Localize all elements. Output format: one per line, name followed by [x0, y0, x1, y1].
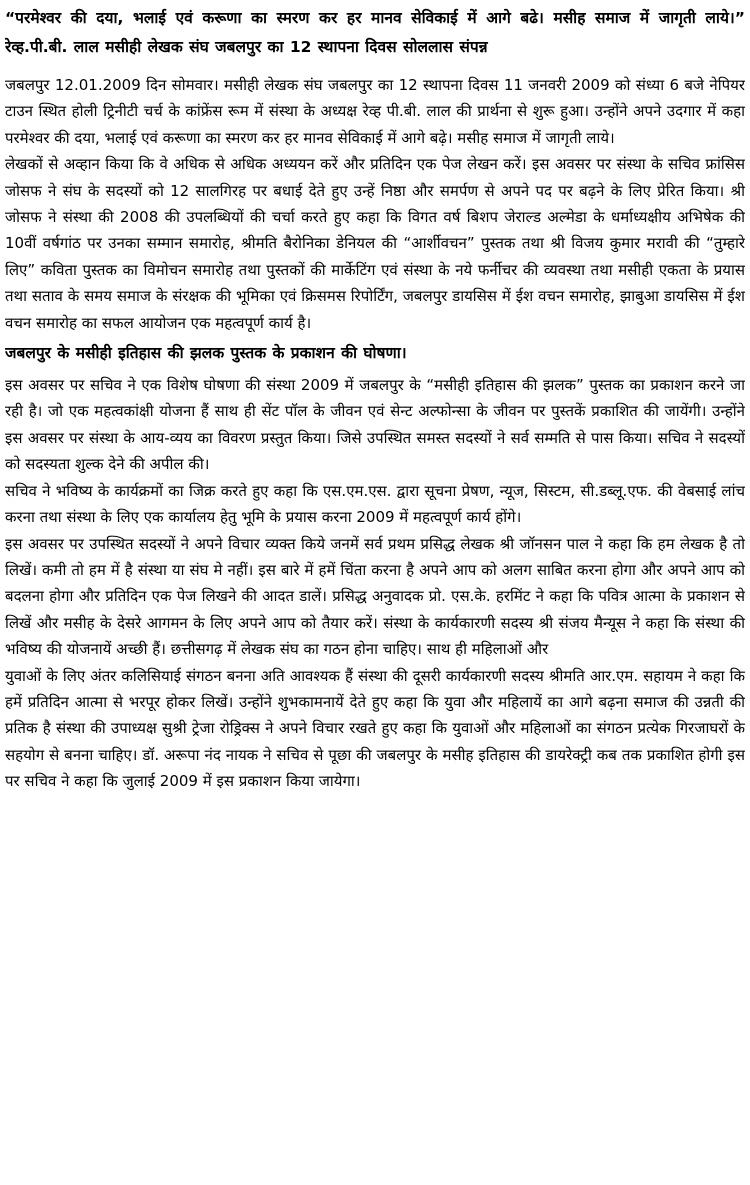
document-page — [5, 4, 745, 1182]
section-heading: जबलपुर के मसीही इतिहास की झलक पुस्तक के प्रकाशन की घोषणा। — [5, 344, 407, 363]
paragraph: इस अवसर पर सचिव ने एक विशेष घोषणा की संस्था 2009 में जबलपुर के “मसीही इतिहास की झलक” पुस्तक का प्रकाशन करने जा रही है। जो एक महत्वकांक्षी योजना हैं साथ ही सेंट पॉल के जीवन एवं सेन्ट अल्फोन्सा के जीवन पर पुस्तकें प्रकाशित की जायेंगी। उन्होंने इस अवसर पर संस्था के आय-व्यय का विवरण प्रस्तुत किया। जिसे उपस्थित समस्त सदस्यों ने सर्व सम्मति से पास किया। सचिव ने सदस्यों को सदस्यता शुल्क देने की अपील की। — [5, 376, 745, 474]
paragraph: युवाओं के लिए अंतर कलिसियाई संगठन बनना अति आवश्यक हैं संस्था की दूसरी कार्यकारणी सदस्य श्रीमति आर.एम. सहायम ने कहा कि हमें प्रतिदिन आत्मा से भरपूर होकर लिखें। उन्होंने शुभकामनायें देते हुए कहा कि युवा और महिलायें का आगे बढ़ना समाज की उन्नती की प्रतिक है संस्था की उपाध्यक्ष सुश्री ट्रेजा रोड्रिक्स ने अपने विचार रखते हुए कहा कि युवाओं और महिलाओं का संगठन प्रत्येक गिरजाघरों के सहयोग से बनना चाहिए। डॉ. अरूपा नंद नायक ने सचिव से पूछा की जबलपुर के मसीह इतिहास की डायरेक्ट्री कब तक प्रकाशित होगी इस पर सचिव ने कहा कि जुलाई 2009 में इस प्रकाशन किया जायेगा। — [5, 666, 745, 791]
paragraph: जबलपुर 12.01.2009 दिन सोमवार। मसीही लेखक संघ जबलपुर का 12 स्थापना दिवस 11 जनवरी 2009 को संध्या 6 बजे नेपियर टाउन स्थित होली ट्रिनीटी चर्च के कांफ्रेंस रूम में संस्था के अध्यक्ष रेव्ह पी.बी. लाल की प्रार्थना से शुरू हुआ। उन्होंने अपने उदगार में कहा परमेश्वर की दया, भलाई एवं करूणा का स्मरण कर हर मानव सेविकाई में आगे बढ़े। मसीह समाज में जागृती लाये। — [5, 76, 745, 147]
article-title: “परमेश्वर की दया, भलाई एवं करूणा का स्मरण कर हर मानव सेविकाई में आगे बढे। मसीह समाज में जागृती लाये।” रेव्ह.पी.बी. लाल मसीही लेखक संघ जबलपुर का 12 स्थापना दिवस सोललास संपन्न — [5, 9, 745, 56]
paragraph: इस अवसर पर उपस्थित सदस्यों ने अपने विचार व्यक्त किये जनमें सर्व प्रथम प्रसिद्ध लेखक श्री जॉनसन पाल ने कहा कि हम लेखक है तो लिखें। कमी तो हम में है संस्था या संघ मे नहीं। इस बारे में हमें चिंता करना है अपने आप को अलग साबित करना होगा और अपने आप को बदलना होगा और प्रतिदिन एक पेज लिखने की आदत डालें। प्रसिद्ध अनुवादक प्रो. एस.के. हरमिंट ने कहा कि पवित्र आत्मा के प्रकाशन से लिखें और मसीह के देसरे आगमन के लिए अपने आप को तैयार करें। संस्था के कार्यकारणी सदस्य श्री संजय मैन्यूस ने कहा कि संस्था की भविष्य की योजनायें अच्छी हैं। छत्तीसगढ़ में लेखक संघ का गठन होना चाहिए। साथ ही महिलाओं और — [5, 534, 745, 659]
paragraph: लेखकों से अव्हान किया कि वे अधिक से अधिक अध्ययन करें और प्रतिदिन एक पेज लेखन करें। इस अवसर पर संस्था के सचिव फ्रांसिस जोसफ ने संघ के सदस्यों को 12 सालगिरह पर बधाई देते हुए उन्हें निष्ठा और समर्पण से अपने पद पर बढ़ने के लिए प्रेरित किया। श्री जोसफ ने संस्था की 2008 की उपलब्धियों की चर्चा करते हुए कहा कि विगत वर्ष बिशप जेराल्ड अल्मेडा के धर्माध्यक्षीय अभिषेक की 10वीं वर्षगांठ पर उनका सम्मान समारोह, श्रीमति बैरोनिका डेनियल की “आर्शीवचन” पुस्तक तथा श्री विजय कुमार मरावी की “तुम्हारे लिए” कविता पुस्तक का विमोचन समारोह तथा पुस्तकों की मार्केटिंग एवं संस्था के नये फर्नीचर की व्यवस्था तथा मसीही एकता के प्रयास तथा सताव के समय समाज के संरक्षक की भूमिका एवं क्रिसमस रिपोर्टिंग, जबलपुर डायसिस में ईश वचन समारोह, झाबुआ डायसिस में ईश वचन समारोह का सफल आयोजन एक महत्वपूर्ण कार्य है। — [5, 155, 745, 332]
paragraph: सचिव ने भविष्य के कार्यक्रमों का जिक्र करते हुए कहा कि एस.एम.एस. द्वारा सूचना प्रेषण, न्यूज, सिस्टम, सी.डब्लू.एफ. की वेबसाई लांच करना तथा संस्था के लिए एक कार्यालय हेतु भूमि के प्रयास करना 2009 में महत्वपूर्ण कार्य होंगे। — [5, 481, 745, 527]
